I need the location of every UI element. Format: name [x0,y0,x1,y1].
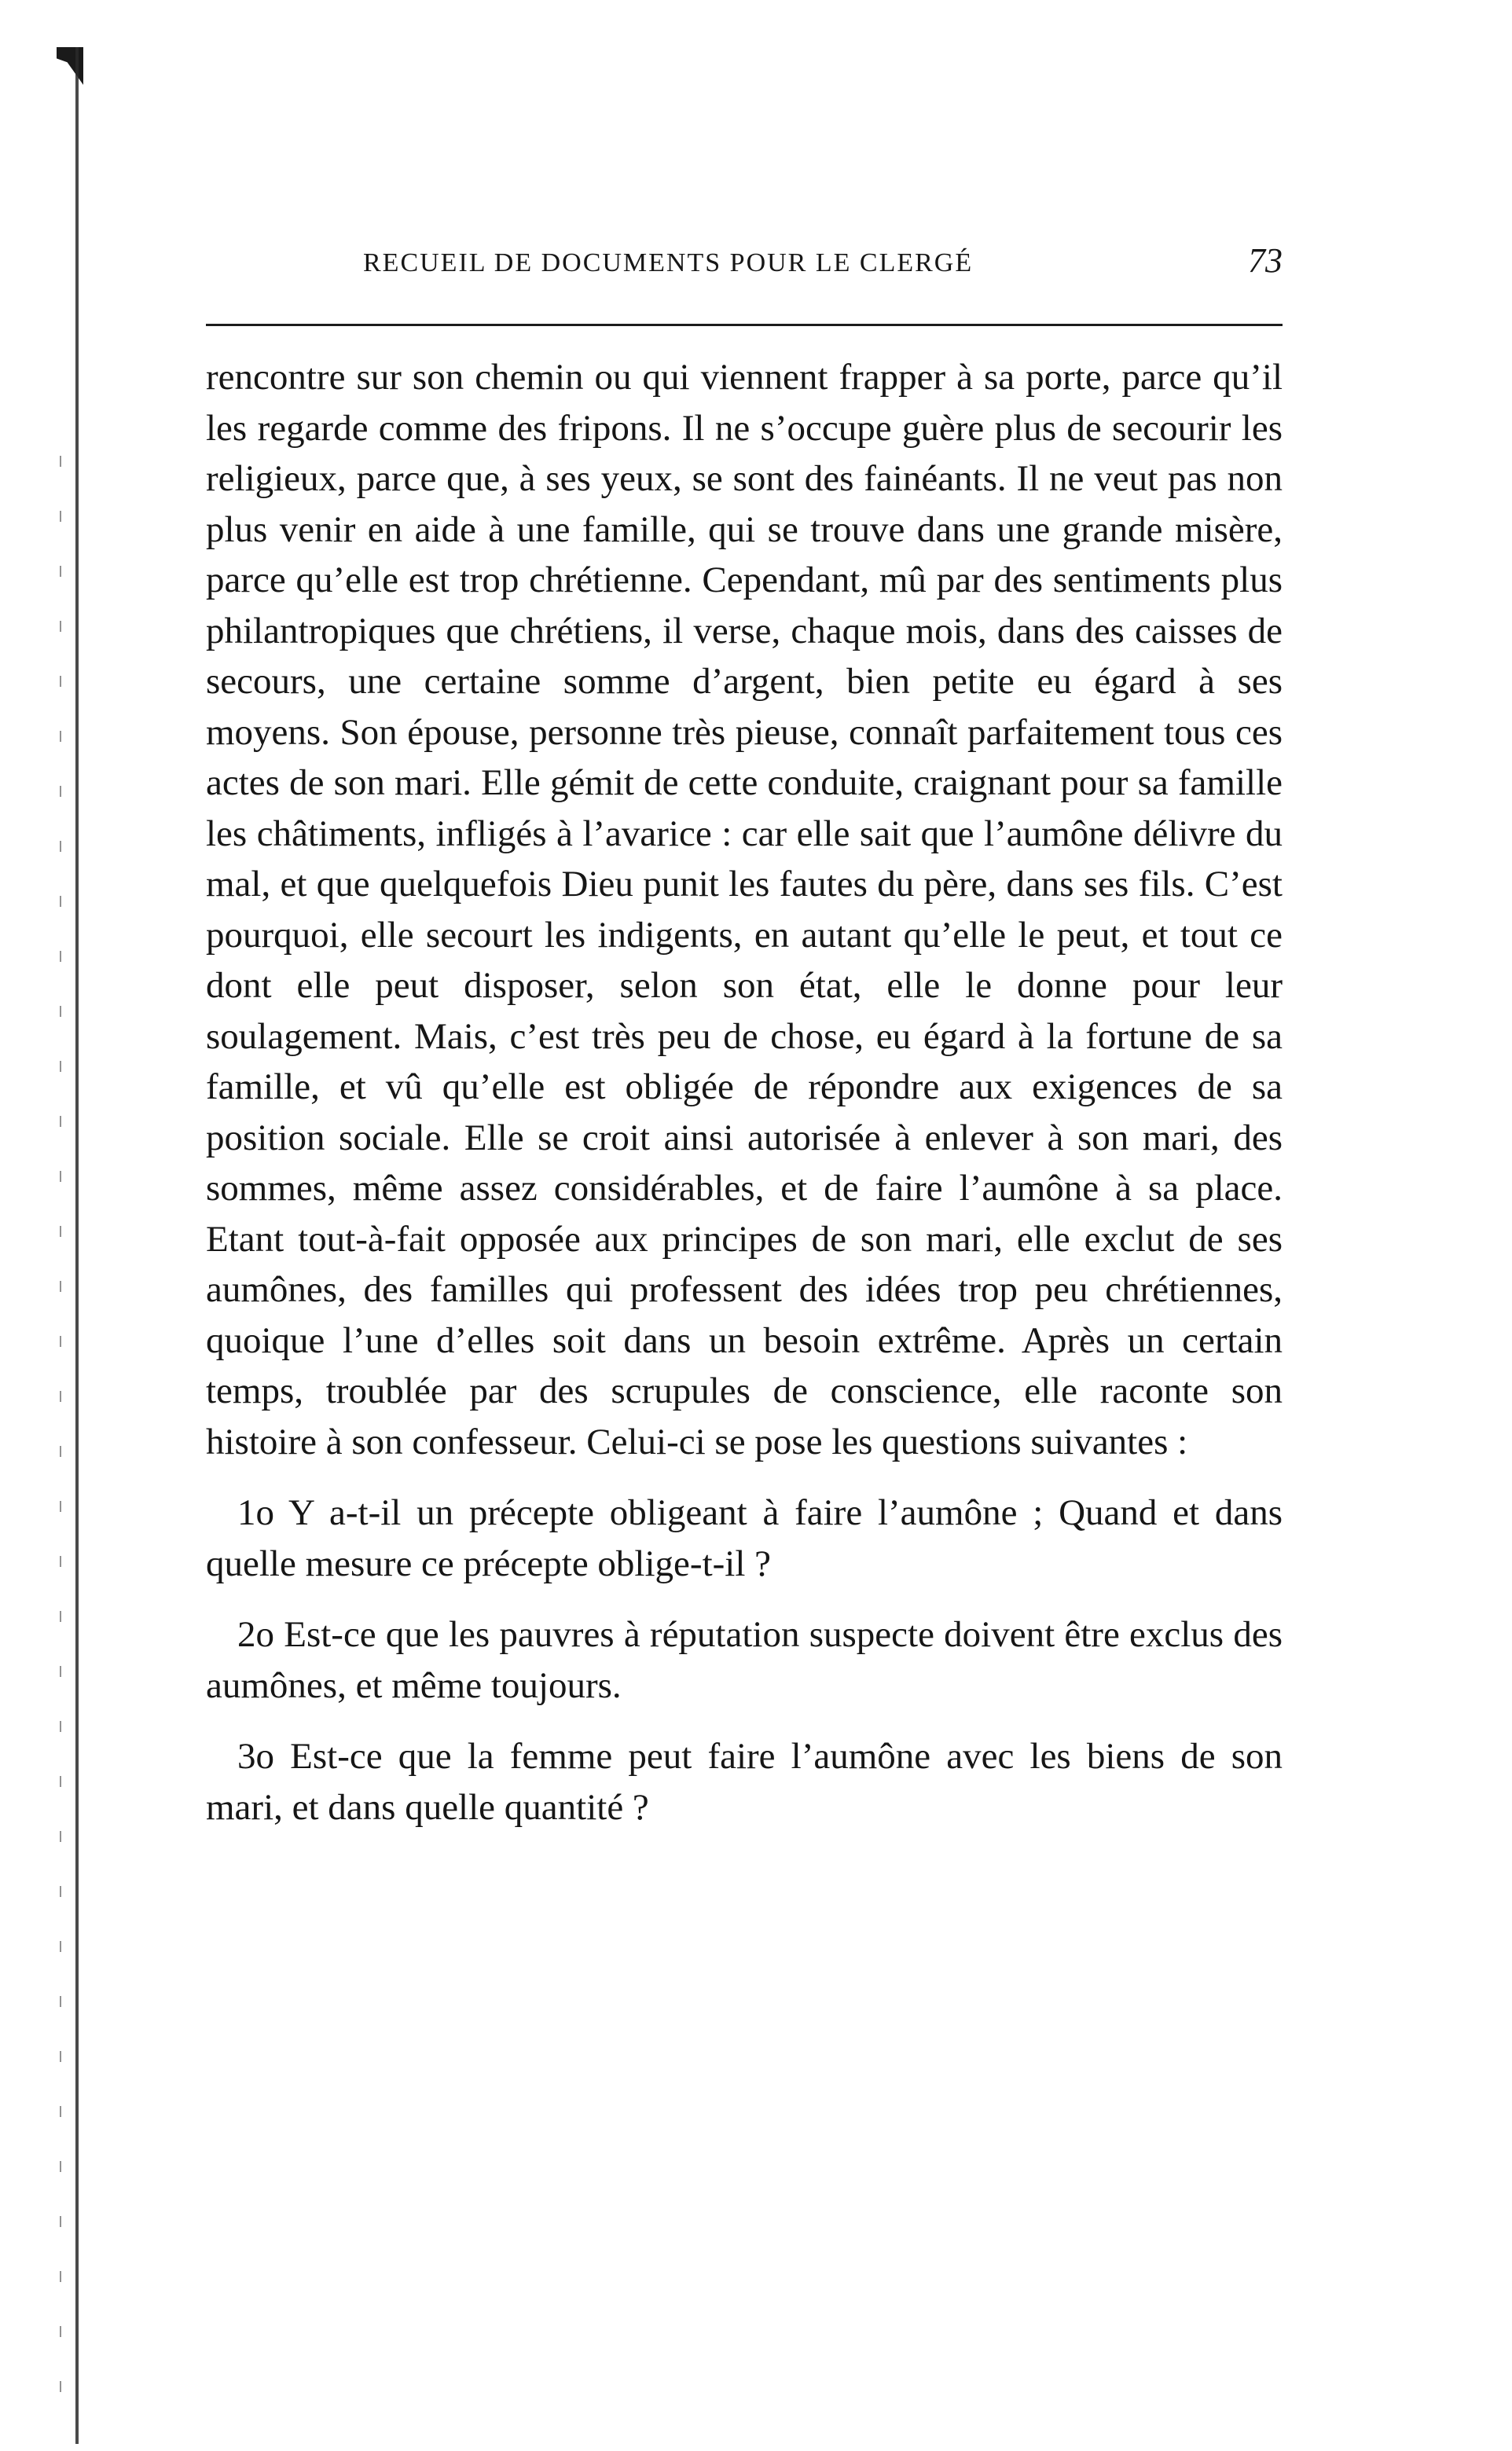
question-2: 2o Est-ce que les pauvres à réputation suspecte doivent être exclus des aumônes, et même toujours. [206,1614,1283,1706]
binding-corner-mark [57,47,83,85]
question-3: 3o Est-ce que la femme peut faire l’aumône avec les biens de son mari, et dans quelle quantité ? [206,1736,1283,1828]
header-rule [206,324,1283,326]
body-paragraph: rencontre sur son chemin ou qui viennent frapper à sa porte, parce qu’il les regarde comme des fripons. Il ne s’occupe guère plus de secourir les religieux, parce que, à ses yeux, se sont des fainéants. Il ne veut pas non plus venir en aide à une famille, qui se trouve dans une grande misère, parce qu’elle est trop chrétienne. Cependant, mû par des sentiments plus philantropiques que chrétiens, il verse, chaque mois, dans des caisses de secours, une certaine somme d’argent, bien petite eu égard à ses moyens. Son épouse, personne très pieuse, connaît parfaitement tous ces actes de son mari. Elle gémit de cette conduite, craignant pour sa famille les châtiments, infligés à l’avarice : car elle sait que l’aumône délivre du mal, et que quelquefois Dieu punit les fautes du père, dans ses fils. C’est pourquoi, elle secourt les indigents, en autant qu’elle le peut, et tout ce dont elle peut disposer, selon son état, elle le donne pour leur soulagement. Mais, c’est très peu de chose, eu égard à la fortune de sa famille, et vû qu’elle est obligée de répondre aux exigences de sa position sociale. Elle se croit ainsi autorisée à enlever à son mari, des sommes, même assez considérables, et de faire l’aumône à sa place. Etant tout-à-fait opposée aux principes de son mari, elle exclut de ses aumônes, des familles qui professent des idées trop peu chrétiennes, quoique l’une d’elles soit dans un besoin extrême. Après un certain temps, troublée par des scrupules de conscience, elle raconte son histoire à son confesseur. Celui-ci se pose les questions suivantes : [206,357,1283,1462]
question-1: 1o Y a-t-il un précepte obligeant à faire l’aumône ; Quand et dans quelle mesure ce précepte oblige-t-il ? [206,1492,1283,1584]
binding-edge [57,47,86,2444]
page-header [206,236,1283,299]
page-number: 73 [1248,241,1283,280]
binding-dash-rule [60,456,61,2420]
running-title: RECUEIL DE DOCUMENTS POUR LE CLERGÉ [363,248,974,277]
body-text [206,352,1283,1833]
binding-rule [75,47,79,2444]
